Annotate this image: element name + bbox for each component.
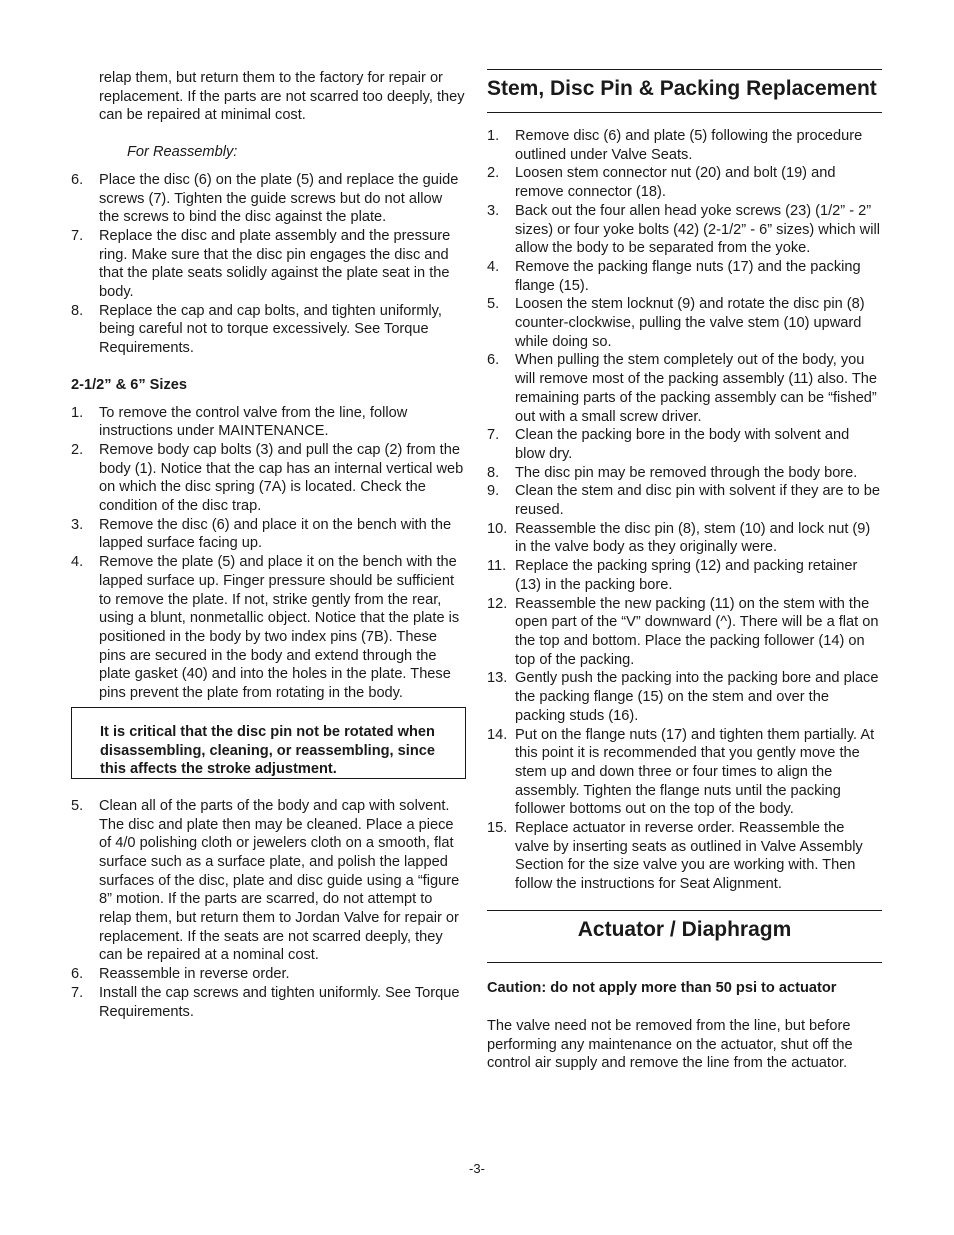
list-item: 3. Remove the disc (6) and place it on the bench with the lapped surface facing up. (71, 516, 452, 552)
list-item: 3. Back out the four allen head yoke screws (23) (1/2” - 2” sizes) or four yoke bolts (42) (2-1/2” - 6” sizes) which will allow the body to be separated from the yoke. (487, 202, 880, 257)
list-item: 7. Replace the disc and plate assembly and the pressure ring. Make sure that the disc pin engages the disc and that the plate seats solidly against the plate seat in the body. (71, 227, 451, 301)
list-item: 1. To remove the control valve from the line, follow instructions under MAINTENANCE. (71, 404, 408, 440)
list-item: 5. Clean all of the parts of the body and cap with solvent. The disc and plate then may be cleaned. Place a piece of 4/0 polishing cloth or jewelers cloth on a smooth, flat surface such as a surface plate, and polish the lapped surfaces of the disc, plate and disc guide using a “figure 8” motion. If the parts are scarred, do not attempt to relap them, but return them to Jordan Valve for repair or replacement. If the seats are not scarred deeply, they can be repaired at a nominal cost. (71, 797, 460, 964)
critical-callout-box (71, 707, 466, 779)
list-item: 8. The disc pin may be removed through the body bore. (487, 464, 858, 481)
list-item: 15. Replace actuator in reverse order. Reassemble the valve by inserting seats as outlined in Valve Assembly Section for the size valve you are working with. Then follow the instructions for Seat Alignment. (487, 820, 863, 893)
list-item: 4. Remove the plate (5) and place it on the bench with the lapped surface up. Finger pressure should be sufficient to remove the plate. If not, strike gently from the rear, using a blunt, nonmetallic object. Notice that the plate is positioned in the body by two index pins (7B). These pins are secured in the body and extend through the plate gasket (40) and into the holes in the plate. These pins prevent the plate from rotating in the body. (71, 554, 460, 702)
list-item: 12. Reassemble the new packing (11) on the stem with the open part of the “V” downward (^). There will be a flat on the top and bottom. Place the packing follower (14) on top of the packing. (487, 595, 879, 668)
list-item: 6. When pulling the stem completely out of the body, you will remove most of the packing assembly (11) also. The remaining parts of the packing assembly can be “fished” out with a small screw driver. (487, 352, 878, 425)
intro-paragraph: relap them, but return them to the factory for repair or replacement. If the parts are not scarred too deeply, they can be repaired at minimal cost. (99, 70, 465, 124)
stem-steps (487, 127, 882, 894)
list-item: 6. Reassemble in reverse order. (71, 966, 290, 983)
list-item: 7. Install the cap screws and tighten uniformly. See Torque Requirements. (71, 984, 460, 1020)
list-item: 2. Remove body cap bolts (3) and pull the cap (2) from the body (1). Notice that the cap has an internal vertical web on which the disc spring (7A) is located. Check the condition of the disc trap. (71, 441, 464, 515)
left-column (71, 69, 466, 1021)
section-title-stem: Stem, Disc Pin & Packing Replacement (487, 69, 882, 104)
list-item: 5. Loosen the stem locknut (9) and rotate the disc pin (8) counter-clockwise, pulling the valve stem (10) upward while doing so. (487, 296, 865, 350)
list-item: 11. Replace the packing spring (12) and packing retainer (13) in the packing bore. (487, 558, 858, 593)
list-item: 4. Remove the packing flange nuts (17) and the packing flange (15). (487, 258, 861, 294)
list-item: 9. Clean the stem and disc pin with solvent if they are to be reused. (487, 483, 881, 519)
list-item: 7. Clean the packing bore in the body with solvent and blow dry. (487, 427, 850, 462)
final-steps (71, 797, 466, 1021)
list-item: 1. Remove disc (6) and plate (5) following the procedure outlined under Valve Seats. (487, 128, 863, 163)
actuator-paragraph: The valve need not be removed from the line, but before performing any maintenance on the actuator, shut off the control air supply and remove the line from the actuator. (487, 1017, 853, 1072)
reassembly-heading: For Reassembly: (127, 144, 238, 161)
list-item: 13. Gently push the packing into the packing bore and place the packing flange (15) on the stem and over the packing studs (16). (487, 670, 879, 724)
list-item: 2. Loosen stem connector nut (20) and bolt (19) and remove connector (18). (487, 165, 836, 201)
right-column (487, 69, 882, 1073)
list-item: 14. Put on the flange nuts (17) and tighten them partially. At this point it is recommended that you gently move the stem up and down three or four times to align the assembly. Tighten the flange nuts until the packing follower bottoms out on the top of the body. (487, 726, 875, 818)
page-number: -3- (469, 1161, 485, 1176)
caution-note: Caution: do not apply more than 50 psi to actuator (487, 980, 837, 997)
section-divider (487, 112, 882, 113)
callout-text: It is critical that the disc pin not be rotated when disassembling, cleaning, or reassembling, since this affects the stroke adjustment. (100, 723, 435, 778)
section-divider (487, 962, 882, 963)
list-item: 6. Place the disc (6) on the plate (5) and replace the guide screws (7). Tighten the guide screws but do not allow the screws to bind the disc against the plate. (71, 171, 459, 226)
sizes-steps (71, 404, 466, 703)
sizes-heading: 2-1/2” & 6” Sizes (71, 376, 187, 393)
list-item: 8. Replace the cap and cap bolts, and tighten uniformly, being careful not to torque excessively. See Torque Requirements. (71, 302, 442, 357)
list-item: 10. Reassemble the disc pin (8), stem (10) and lock nut (9) in the valve body as they originally were. (487, 520, 871, 556)
reassembly-steps (71, 171, 466, 358)
section-title-actuator: Actuator / Diaphragm (487, 910, 882, 945)
